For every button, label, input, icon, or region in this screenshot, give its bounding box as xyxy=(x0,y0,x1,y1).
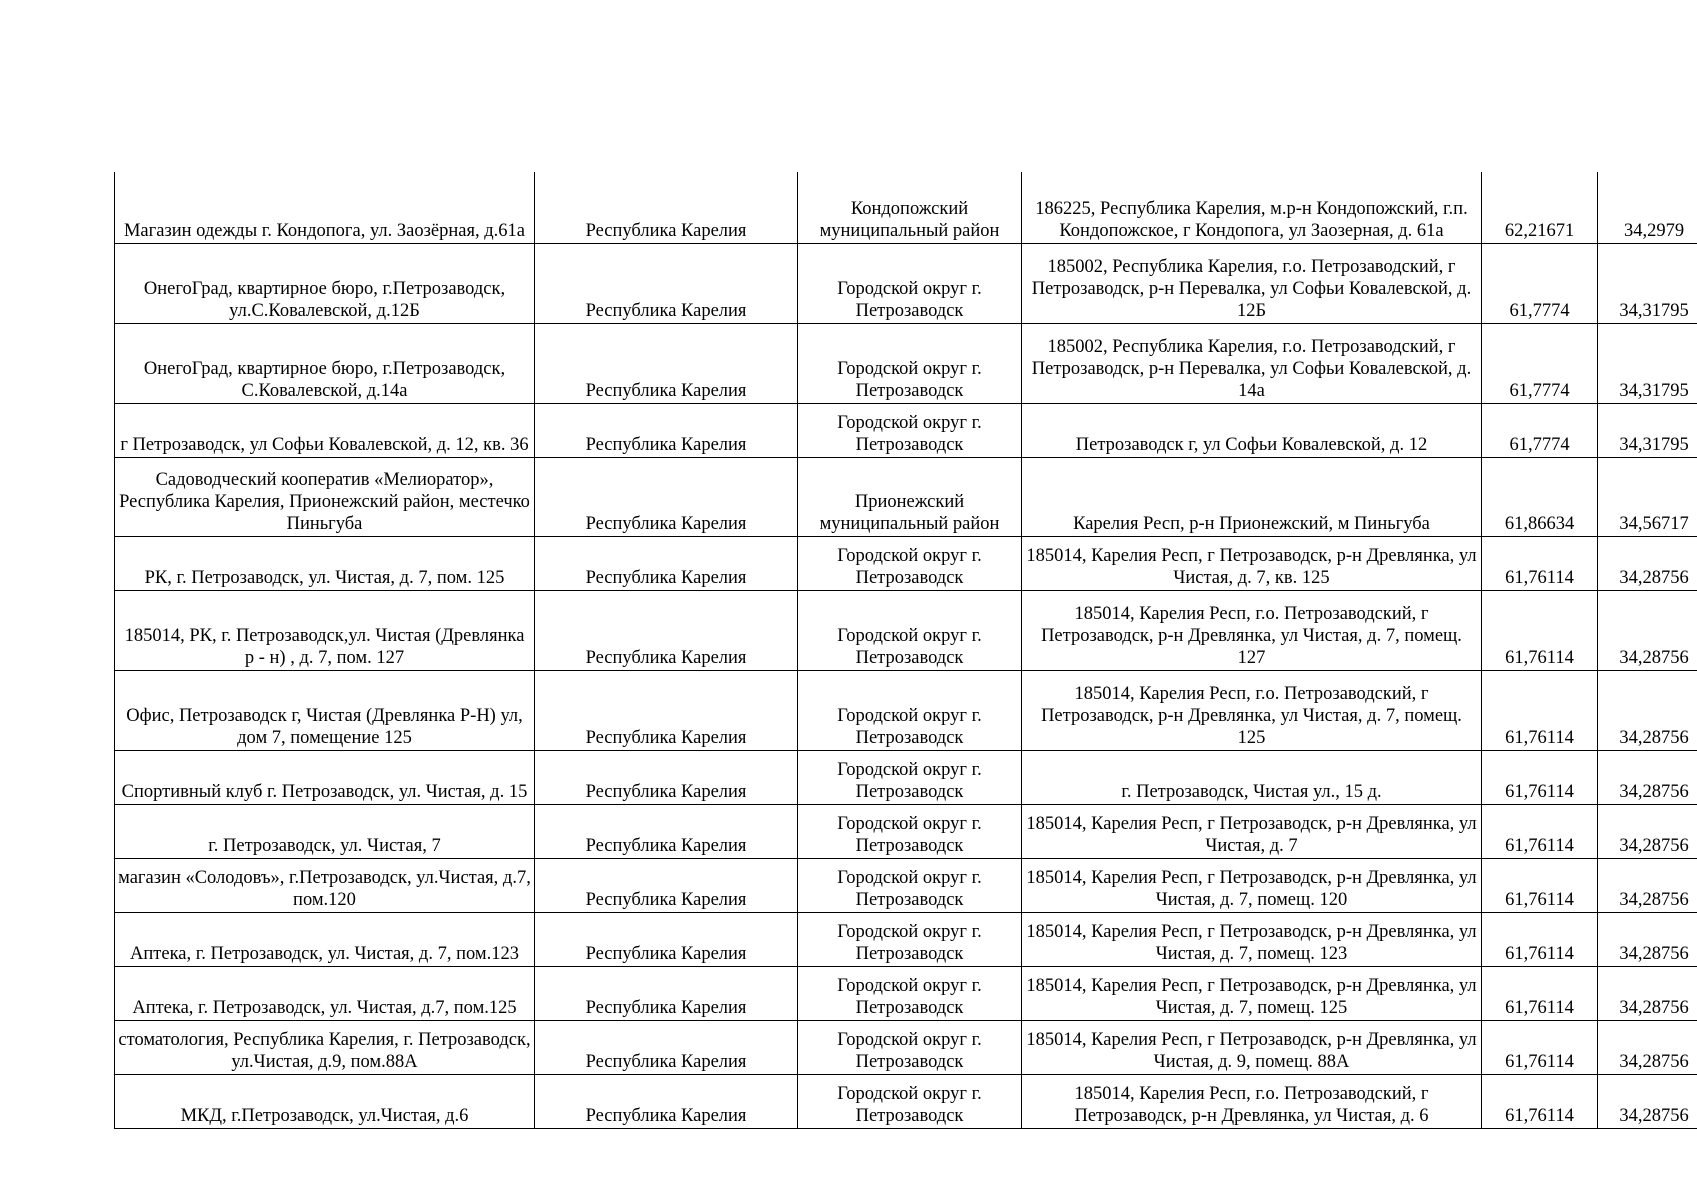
address-cell: 185014, Карелия Респ, г Петрозаводск, р-н Древлянка, ул Чистая, д. 7, помещ. 120 xyxy=(1022,858,1482,912)
table-row xyxy=(115,457,1697,536)
address-cell: 185014, Карелия Респ, г.о. Петрозаводский, г Петрозаводск, р-н Древлянка, ул Чистая, д. 7, помещ. 127 xyxy=(1022,590,1482,670)
municipality-cell: Городской округ г. Петрозаводск xyxy=(798,536,1022,590)
region-cell: Республика Карелия xyxy=(535,403,798,457)
municipality-cell: Городской округ г. Петрозаводск xyxy=(798,912,1022,966)
latitude-cell: 61,7774 xyxy=(1482,243,1598,323)
region-cell: Республика Карелия xyxy=(535,966,798,1020)
address-cell: 185014, Карелия Респ, г Петрозаводск, р-н Древлянка, ул Чистая, д. 7, помещ. 123 xyxy=(1022,912,1482,966)
region-cell: Республика Карелия xyxy=(535,536,798,590)
latitude-cell: 61,76114 xyxy=(1482,858,1598,912)
object-name-cell: Аптека, г. Петрозаводск, ул. Чистая, д. 7, пом.123 xyxy=(115,912,535,966)
latitude-cell: 61,86634 xyxy=(1482,457,1598,536)
municipality-cell: Городской округ г. Петрозаводск xyxy=(798,243,1022,323)
latitude-cell: 62,21671 xyxy=(1482,172,1598,243)
table-row xyxy=(115,1074,1697,1128)
longitude-cell: 34,28756 xyxy=(1598,670,1697,750)
region-cell: Республика Карелия xyxy=(535,858,798,912)
address-cell: 185014, Карелия Респ, г Петрозаводск, р-н Древлянка, ул Чистая, д. 9, помещ. 88А xyxy=(1022,1020,1482,1074)
region-cell: Республика Карелия xyxy=(535,172,798,243)
municipality-cell: Городской округ г. Петрозаводск xyxy=(798,1074,1022,1128)
region-cell: Республика Карелия xyxy=(535,912,798,966)
municipality-cell: Прионежский муниципальный район xyxy=(798,457,1022,536)
latitude-cell: 61,76114 xyxy=(1482,536,1598,590)
table-row xyxy=(115,1020,1697,1074)
region-cell: Республика Карелия xyxy=(535,750,798,804)
object-name-cell: Офис, Петрозаводск г, Чистая (Древлянка Р-Н) ул, дом 7, помещение 125 xyxy=(115,670,535,750)
table-row xyxy=(115,536,1697,590)
address-cell: 185002, Республика Карелия, г.о. Петрозаводский, г Петрозаводск, р-н Перевалка, ул Софьи Ковалевской, д. 12Б xyxy=(1022,243,1482,323)
address-cell: 185014, Карелия Респ, г Петрозаводск, р-н Древлянка, ул Чистая, д. 7 xyxy=(1022,804,1482,858)
latitude-cell: 61,76114 xyxy=(1482,1020,1598,1074)
latitude-cell: 61,7774 xyxy=(1482,403,1598,457)
table-row xyxy=(115,858,1697,912)
object-name-cell: г Петрозаводск, ул Софьи Ковалевской, д. 12, кв. 36 xyxy=(115,403,535,457)
latitude-cell: 61,76114 xyxy=(1482,912,1598,966)
object-name-cell: ОнегоГрад, квартирное бюро, г.Петрозаводск, ул.С.Ковалевской, д.12Б xyxy=(115,243,535,323)
table-row xyxy=(115,403,1697,457)
longitude-cell: 34,28756 xyxy=(1598,804,1697,858)
municipality-cell: Городской округ г. Петрозаводск xyxy=(798,1020,1022,1074)
table-row xyxy=(115,750,1697,804)
longitude-cell: 34,28756 xyxy=(1598,536,1697,590)
table-row xyxy=(115,172,1697,243)
region-cell: Республика Карелия xyxy=(535,804,798,858)
address-cell: 185002, Республика Карелия, г.о. Петрозаводский, г Петрозаводск, р-н Перевалка, ул Софьи Ковалевской, д. 14а xyxy=(1022,323,1482,403)
address-cell: г. Петрозаводск, Чистая ул., 15 д. xyxy=(1022,750,1482,804)
object-name-cell: стоматология, Республика Карелия, г. Петрозаводск, ул.Чистая, д.9, пом.88А xyxy=(115,1020,535,1074)
latitude-cell: 61,76114 xyxy=(1482,590,1598,670)
address-cell: 185014, Карелия Респ, г Петрозаводск, р-н Древлянка, ул Чистая, д. 7, кв. 125 xyxy=(1022,536,1482,590)
region-cell: Республика Карелия xyxy=(535,457,798,536)
table-row xyxy=(115,243,1697,323)
municipality-cell: Городской округ г. Петрозаводск xyxy=(798,966,1022,1020)
municipality-cell: Городской округ г. Петрозаводск xyxy=(798,403,1022,457)
address-cell: Петрозаводск г, ул Софьи Ковалевской, д. 12 xyxy=(1022,403,1482,457)
address-cell: 185014, Карелия Респ, г.о. Петрозаводский, г Петрозаводск, р-н Древлянка, ул Чистая, д. 7, помещ. 125 xyxy=(1022,670,1482,750)
table-row xyxy=(115,670,1697,750)
latitude-cell: 61,7774 xyxy=(1482,323,1598,403)
object-name-cell: ОнегоГрад, квартирное бюро, г.Петрозаводск, С.Ковалевской, д.14а xyxy=(115,323,535,403)
longitude-cell: 34,2979 xyxy=(1598,172,1697,243)
longitude-cell: 34,31795 xyxy=(1598,323,1697,403)
latitude-cell: 61,76114 xyxy=(1482,1074,1598,1128)
object-name-cell: Спортивный клуб г. Петрозаводск, ул. Чистая, д. 15 xyxy=(115,750,535,804)
region-cell: Республика Карелия xyxy=(535,1074,798,1128)
object-name-cell: МКД, г.Петрозаводск, ул.Чистая, д.6 xyxy=(115,1074,535,1128)
object-name-cell: г. Петрозаводск, ул. Чистая, 7 xyxy=(115,804,535,858)
region-cell: Республика Карелия xyxy=(535,243,798,323)
object-name-cell: Магазин одежды г. Кондопога, ул. Заозёрная, д.61а xyxy=(115,172,535,243)
document-page xyxy=(114,172,1697,1129)
longitude-cell: 34,28756 xyxy=(1598,912,1697,966)
municipality-cell: Городской округ г. Петрозаводск xyxy=(798,804,1022,858)
longitude-cell: 34,28756 xyxy=(1598,858,1697,912)
table-row xyxy=(115,912,1697,966)
latitude-cell: 61,76114 xyxy=(1482,670,1598,750)
municipality-cell: Кондопожский муниципальный район xyxy=(798,172,1022,243)
object-name-cell: 185014, РК, г. Петрозаводск,ул. Чистая (Древлянка р - н) , д. 7, пом. 127 xyxy=(115,590,535,670)
longitude-cell: 34,28756 xyxy=(1598,1074,1697,1128)
longitude-cell: 34,28756 xyxy=(1598,1020,1697,1074)
address-cell: 185014, Карелия Респ, г Петрозаводск, р-н Древлянка, ул Чистая, д. 7, помещ. 125 xyxy=(1022,966,1482,1020)
object-name-cell: Аптека, г. Петрозаводск, ул. Чистая, д.7, пом.125 xyxy=(115,966,535,1020)
municipality-cell: Городской округ г. Петрозаводск xyxy=(798,590,1022,670)
latitude-cell: 61,76114 xyxy=(1482,750,1598,804)
object-name-cell: РК, г. Петрозаводск, ул. Чистая, д. 7, пом. 125 xyxy=(115,536,535,590)
region-cell: Республика Карелия xyxy=(535,323,798,403)
object-name-cell: Садоводческий кооператив «Мелиоратор», Республика Карелия, Прионежский район, местечко Пиньгуба xyxy=(115,457,535,536)
longitude-cell: 34,28756 xyxy=(1598,590,1697,670)
address-cell: Карелия Респ, р-н Прионежский, м Пиньгуба xyxy=(1022,457,1482,536)
latitude-cell: 61,76114 xyxy=(1482,966,1598,1020)
table-row xyxy=(115,966,1697,1020)
table-row xyxy=(115,590,1697,670)
address-cell: 185014, Карелия Респ, г.о. Петрозаводский, г Петрозаводск, р-н Древлянка, ул Чистая, д. 6 xyxy=(1022,1074,1482,1128)
table-row xyxy=(115,323,1697,403)
latitude-cell: 61,76114 xyxy=(1482,804,1598,858)
table-body xyxy=(115,172,1697,1128)
longitude-cell: 34,28756 xyxy=(1598,750,1697,804)
municipality-cell: Городской округ г. Петрозаводск xyxy=(798,750,1022,804)
address-registry-table xyxy=(114,172,1697,1129)
longitude-cell: 34,31795 xyxy=(1598,243,1697,323)
longitude-cell: 34,28756 xyxy=(1598,966,1697,1020)
municipality-cell: Городской округ г. Петрозаводск xyxy=(798,858,1022,912)
object-name-cell: магазин «Солодовъ», г.Петрозаводск, ул.Чистая, д.7, пом.120 xyxy=(115,858,535,912)
municipality-cell: Городской округ г. Петрозаводск xyxy=(798,323,1022,403)
region-cell: Республика Карелия xyxy=(535,1020,798,1074)
table-row xyxy=(115,804,1697,858)
address-cell: 186225, Республика Карелия, м.р-н Кондопожский, г.п. Кондопожское, г Кондопога, ул Заозерная, д. 61а xyxy=(1022,172,1482,243)
region-cell: Республика Карелия xyxy=(535,670,798,750)
longitude-cell: 34,31795 xyxy=(1598,403,1697,457)
municipality-cell: Городской округ г. Петрозаводск xyxy=(798,670,1022,750)
longitude-cell: 34,56717 xyxy=(1598,457,1697,536)
region-cell: Республика Карелия xyxy=(535,590,798,670)
